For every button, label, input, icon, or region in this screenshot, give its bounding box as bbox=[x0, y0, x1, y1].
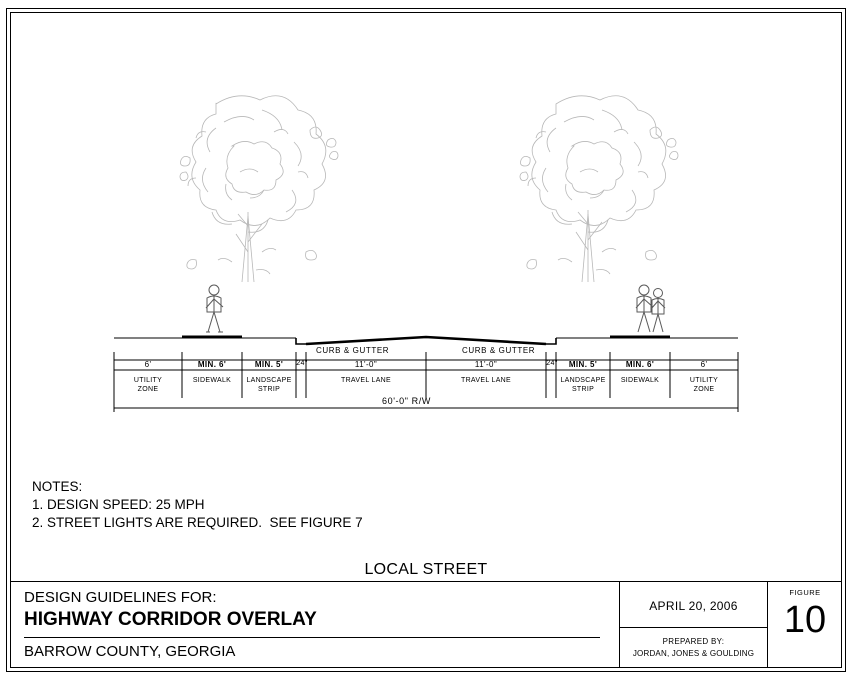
title-line-2: HIGHWAY CORRIDOR OVERLAY bbox=[24, 609, 317, 630]
dim-value-3: 24" bbox=[296, 360, 308, 367]
pedestrian-left-icon bbox=[206, 285, 223, 332]
title-line-3: BARROW COUNTY, GEORGIA bbox=[24, 643, 236, 660]
zone-label-5: TRAVEL LANE bbox=[461, 377, 511, 384]
tree-left-icon bbox=[180, 96, 338, 282]
figure-word: FIGURE bbox=[789, 588, 821, 597]
pavement-profile bbox=[114, 337, 738, 344]
tree-right-icon bbox=[520, 96, 678, 282]
right-of-way-label: 60'-0" R/W bbox=[382, 396, 431, 406]
title-block-middle bbox=[620, 582, 768, 668]
cross-section-drawing bbox=[10, 12, 842, 462]
title-divider bbox=[24, 637, 600, 638]
dim-value-5: 11'-0" bbox=[474, 360, 498, 369]
zone-label-0: UTILITY ZONE bbox=[133, 377, 163, 393]
note-item-2: 2. STREET LIGHTS ARE REQUIRED. SEE FIGURE 7 bbox=[32, 515, 363, 530]
curb-label-right: CURB & GUTTER bbox=[462, 346, 536, 355]
cross-section-svg bbox=[10, 12, 842, 462]
title-line-1: DESIGN GUIDELINES FOR: bbox=[24, 589, 217, 606]
dim-value-1: MIN. 6' bbox=[197, 360, 227, 369]
title-block-right bbox=[768, 582, 842, 668]
title-block-left bbox=[10, 582, 620, 668]
dim-value-7: MIN. 5' bbox=[568, 360, 598, 369]
dim-value-8: MIN. 6' bbox=[625, 360, 655, 369]
dim-value-4: 11'-0" bbox=[354, 360, 378, 369]
dim-value-9: 6' bbox=[700, 360, 708, 369]
zone-label-7: LANDSCAPE STRIP bbox=[560, 377, 606, 393]
prepared-by-label: PREPARED BY: bbox=[662, 637, 725, 646]
zone-label-1: SIDEWALK bbox=[192, 377, 232, 384]
issue-date: APRIL 20, 2006 bbox=[649, 599, 738, 613]
zone-label-8: SIDEWALK bbox=[620, 377, 660, 384]
zone-label-2: LANDSCAPE STRIP bbox=[246, 377, 292, 393]
notes-block bbox=[32, 478, 363, 532]
note-item-1: 1. DESIGN SPEED: 25 MPH bbox=[32, 497, 205, 512]
curb-label-left: CURB & GUTTER bbox=[316, 346, 390, 355]
notes-heading: NOTES: bbox=[32, 479, 83, 494]
dim-value-6: 24" bbox=[546, 360, 558, 367]
dim-value-2: MIN. 5' bbox=[254, 360, 284, 369]
title-block bbox=[10, 582, 842, 668]
zone-label-4: TRAVEL LANE bbox=[341, 377, 391, 384]
zone-label-9: UTILITY ZONE bbox=[689, 377, 719, 393]
firm-name: JORDAN, JONES & GOULDING bbox=[632, 649, 755, 658]
figure-number: 10 bbox=[783, 599, 827, 641]
section-title-strip bbox=[10, 558, 842, 582]
dim-value-0: 6' bbox=[144, 360, 152, 369]
pedestrian-right-icon bbox=[636, 285, 665, 332]
section-title: LOCAL STREET bbox=[364, 561, 488, 578]
